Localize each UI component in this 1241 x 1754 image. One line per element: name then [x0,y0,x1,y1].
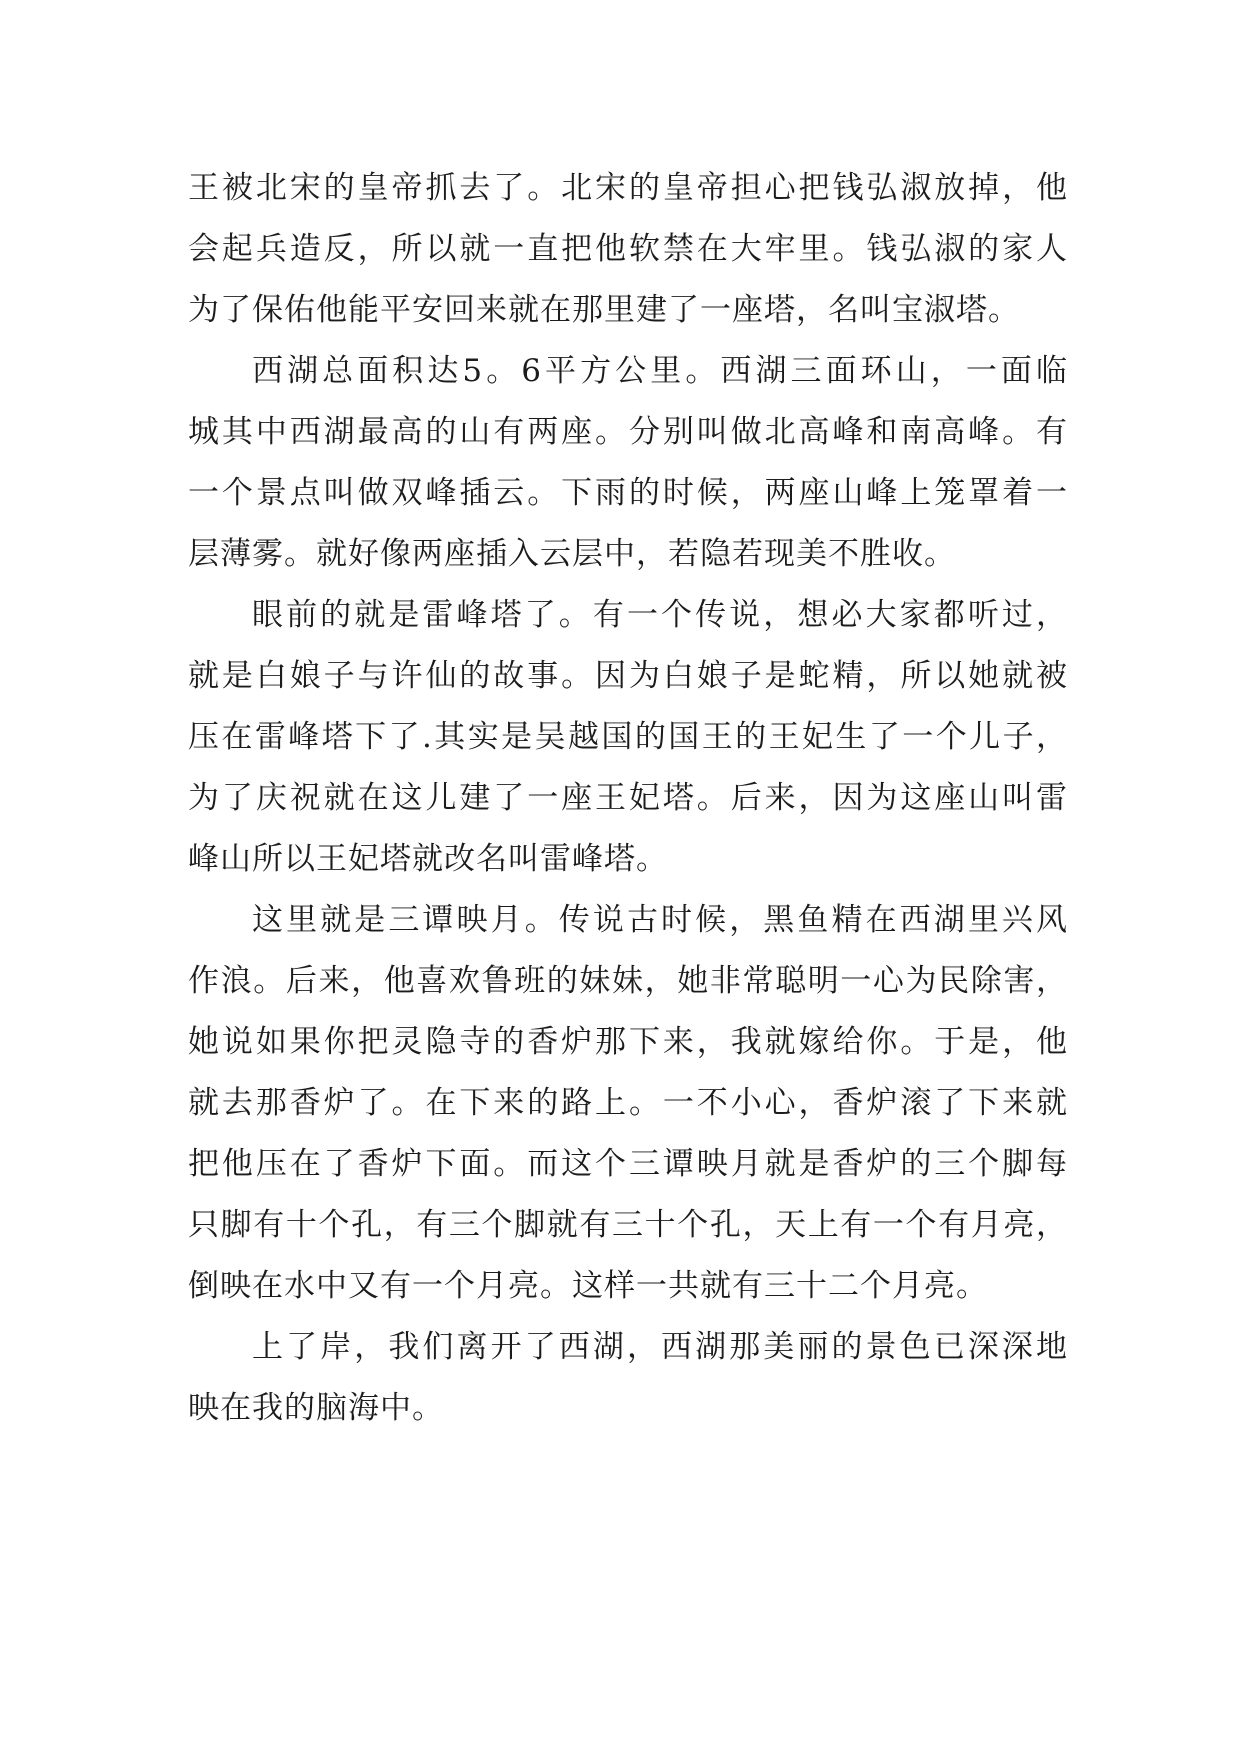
text-line: 作浪。后来，他喜欢鲁班的妹妹，她非常聪明一心为民除害， [188,963,1068,999]
text-line: 她说如果你把灵隐寺的香炉那下来，我就嫁给你。于是，他 [188,1024,1068,1060]
text-line: 把他压在了香炉下面。而这个三谭映月就是香炉的三个脚每 [188,1146,1068,1182]
text-line: 倒映在水中又有一个月亮。这样一共就有三十二个月亮。 [188,1268,988,1304]
text-line: 层薄雾。就好像两座插入云层中，若隐若现美不胜收。 [188,536,956,572]
text-line: 就去那香炉了。在下来的路上。一不小心，香炉滚了下来就 [188,1085,1068,1121]
paragraph-first-line: 上了岸，我们离开了西湖，西湖那美丽的景色已深深地 [252,1329,1068,1365]
paragraph-first-line: 西湖总面积达5。6平方公里。西湖三面环山，一面临 [252,353,1068,389]
text-line: 王被北宋的皇帝抓去了。北宋的皇帝担心把钱弘淑放掉，他 [188,170,1068,206]
text-line: 为了庆祝就在这儿建了一座王妃塔。后来，因为这座山叫雷 [188,780,1068,816]
text-line: 就是白娘子与许仙的故事。因为白娘子是蛇精，所以她就被 [188,658,1068,694]
paragraph-first-line: 这里就是三谭映月。传说古时候，黑鱼精在西湖里兴风 [252,902,1068,938]
body-text [188,158,1068,1439]
text-line: 会起兵造反，所以就一直把他软禁在大牢里。钱弘淑的家人 [188,231,1068,267]
paragraph-first-line: 眼前的就是雷峰塔了。有一个传说，想必大家都听过， [252,597,1068,633]
text-line: 只脚有十个孔，有三个脚就有三十个孔，天上有一个有月亮， [188,1207,1068,1243]
text-line: 压在雷峰塔下了.其实是吴越国的国王的王妃生了一个儿子， [188,719,1068,755]
text-line: 映在我的脑海中。 [188,1390,444,1426]
text-line: 城其中西湖最高的山有两座。分别叫做北高峰和南高峰。有 [188,414,1068,450]
text-line: 一个景点叫做双峰插云。下雨的时候，两座山峰上笼罩着一 [188,475,1068,511]
text-line: 峰山所以王妃塔就改名叫雷峰塔。 [188,841,668,877]
text-line: 为了保佑他能平安回来就在那里建了一座塔，名叫宝淑塔。 [188,292,1020,328]
